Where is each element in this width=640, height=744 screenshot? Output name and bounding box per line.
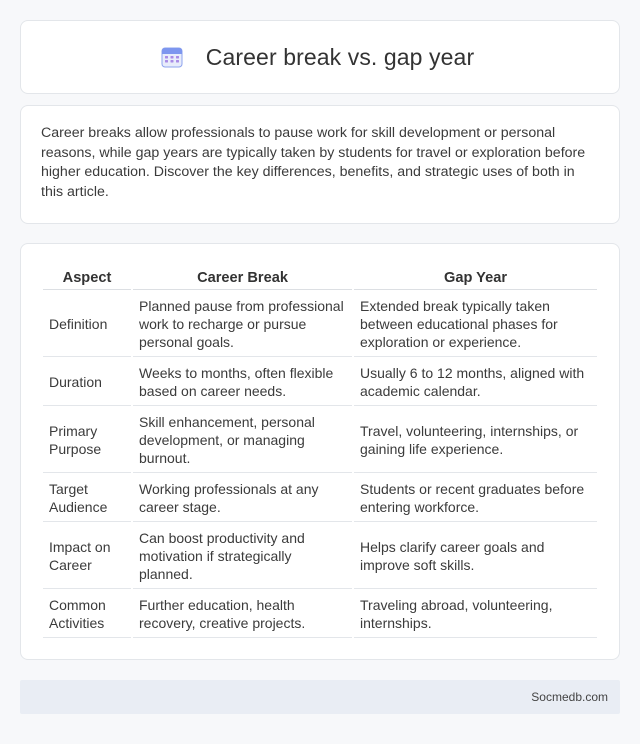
- row-aspect: Primary Purpose: [43, 408, 131, 473]
- table-row: [43, 359, 597, 406]
- intro-text: Career breaks allow professionals to pause work for skill development or personal reasons, while gap years are typically taken by students for travel or exploration before higher education. Discover the key differences, benefits, and strategic uses of both in this article.: [41, 125, 586, 200]
- table-row: [43, 524, 597, 589]
- column-header-gap-year: Gap Year: [354, 266, 597, 290]
- table-row: [43, 408, 597, 473]
- comparison-table: [41, 264, 599, 640]
- column-header-career-break: Career Break: [133, 266, 352, 290]
- row-career-break: Can boost productivity and motivation if strategically planned.: [133, 524, 352, 589]
- row-career-break: Planned pause from professional work to recharge or pursue personal goals.: [133, 292, 352, 357]
- table-row: [43, 591, 597, 638]
- table-row: [43, 292, 597, 357]
- footer-bar: [20, 680, 620, 714]
- row-gap-year: Traveling abroad, volunteering, internships.: [354, 591, 597, 638]
- footer-brand: Socmedb.com: [531, 690, 608, 704]
- row-aspect: Common Activities: [43, 591, 131, 638]
- row-aspect: Target Audience: [43, 475, 131, 522]
- row-career-break: Further education, health recovery, creative projects.: [133, 591, 352, 638]
- calendar-icon: [160, 45, 184, 69]
- table-row: [43, 475, 597, 522]
- row-career-break: Weeks to months, often flexible based on career needs.: [133, 359, 352, 406]
- table-header-row: [43, 266, 597, 290]
- row-gap-year: Travel, volunteering, internships, or gaining life experience.: [354, 408, 597, 473]
- row-gap-year: Helps clarify career goals and improve soft skills.: [354, 524, 597, 589]
- row-aspect: Duration: [43, 359, 131, 406]
- page-title: Career break vs. gap year: [205, 43, 475, 70]
- row-aspect: Definition: [43, 292, 131, 357]
- row-gap-year: Usually 6 to 12 months, aligned with academic calendar.: [354, 359, 597, 406]
- intro-card: [20, 105, 620, 224]
- column-header-aspect: Aspect: [43, 266, 131, 290]
- row-gap-year: Students or recent graduates before entering workforce.: [354, 475, 597, 522]
- row-gap-year: Extended break typically taken between educational phases for exploration or experience.: [354, 292, 597, 357]
- row-aspect: Impact on Career: [43, 524, 131, 589]
- comparison-card: [20, 243, 620, 660]
- row-career-break: Skill enhancement, personal development, or managing burnout.: [133, 408, 352, 473]
- row-career-break: Working professionals at any career stage.: [133, 475, 352, 522]
- title-card: [20, 20, 620, 94]
